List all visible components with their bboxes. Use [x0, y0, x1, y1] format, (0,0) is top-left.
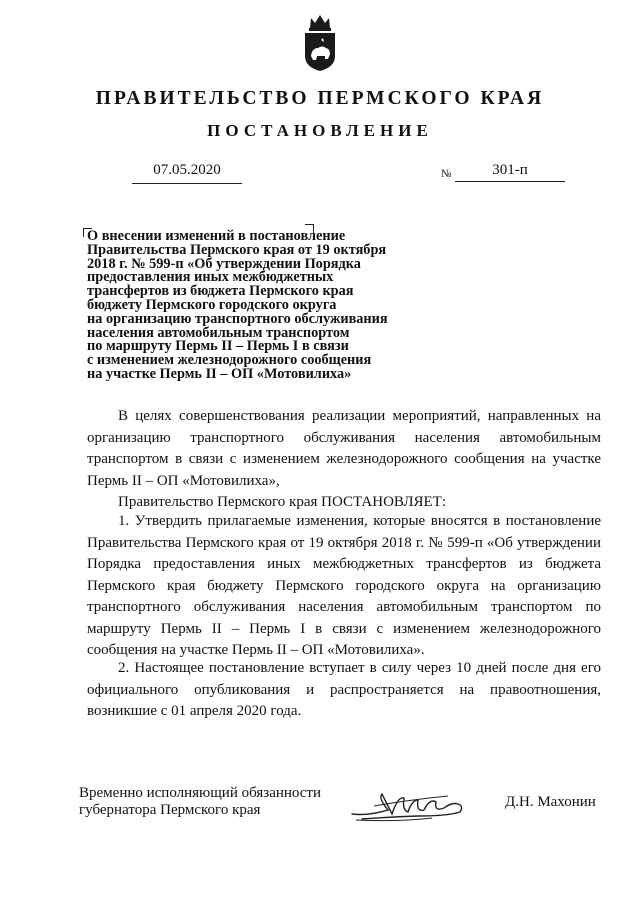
signatory-role-line: губернатора Пермского края [79, 802, 261, 818]
perm-krai-coat-of-arms-icon [302, 12, 338, 72]
body-paragraph-preamble: В целях совершенствования реализации мероприятий, направленных на организацию транспортного обслуживания населения автомобильным транспортом в связи с изменением железнодорожного сообщения на участке Пермь II – ОП «Мотовилиха», [87, 408, 601, 489]
number-sign: № [441, 168, 452, 180]
body-paragraph-item-2: 2. Настоящее постановление вступает в силу через 10 дней после дня его официального опубликования и распространяется на правоотношения, возникшие с 01 апреля 2020 года. [87, 660, 601, 719]
document-subject [87, 230, 427, 382]
signatory-role-line: Временно исполняющий обязанности [79, 785, 322, 801]
subject-line: предоставления иных межбюджетных [87, 269, 334, 286]
subject-line: с изменением железнодорожного сообщения [87, 352, 372, 369]
subject-line: О внесении изменений в постановление [87, 228, 346, 244]
date-underline [132, 183, 242, 184]
handwritten-signature [348, 786, 470, 824]
body-paragraph-resolves: Правительство Пермского края ПОСТАНОВЛЯЕТ: [118, 494, 447, 510]
subject-line: трансфертов из бюджета Пермского края [87, 283, 354, 300]
subject-line: на организацию транспортного обслуживания [87, 310, 388, 327]
subject-line: на участке Пермь II – ОП «Мотовилиха» [87, 365, 352, 382]
subject-line: населения автомобильным транспортом [87, 324, 350, 341]
document-type-title: ПОСТАНОВЛЕНИЕ [207, 121, 433, 140]
subject-line: бюджету Пермского городского округа [87, 296, 337, 313]
body-paragraph-item-1: 1. Утвердить прилагаемые изменения, которые вносятся в постановление Правительства Пермского края от 19 октября 2018 г. № 599-п «Об утверждении Порядка предоставления иных межбюджетных трансфертов из бюджета Пермского края бюджету Пермского городского округа на организацию транспортного обслуживания населения автомобильным транспортом по маршруту Пермь II – Пермь I в связи с изменением железнодорожного сообщения на участке Пермь II – ОП «Мотовилиха». [87, 513, 601, 658]
signatory-name: Д.Н. Махонин [505, 794, 596, 810]
number-underline [455, 181, 565, 182]
government-title: ПРАВИТЕЛЬСТВО ПЕРМСКОГО КРАЯ [95, 88, 545, 109]
document-date: 07.05.2020 [153, 162, 221, 178]
subject-line: по маршруту Пермь II – Пермь I в связи [87, 338, 349, 355]
subject-line: 2018 г. № 599-п «Об утверждении Порядка [87, 255, 361, 272]
document-number: 301-п [492, 162, 528, 178]
signatory-role [79, 785, 321, 819]
subject-line: Правительства Пермского края от 19 октября [87, 241, 387, 258]
